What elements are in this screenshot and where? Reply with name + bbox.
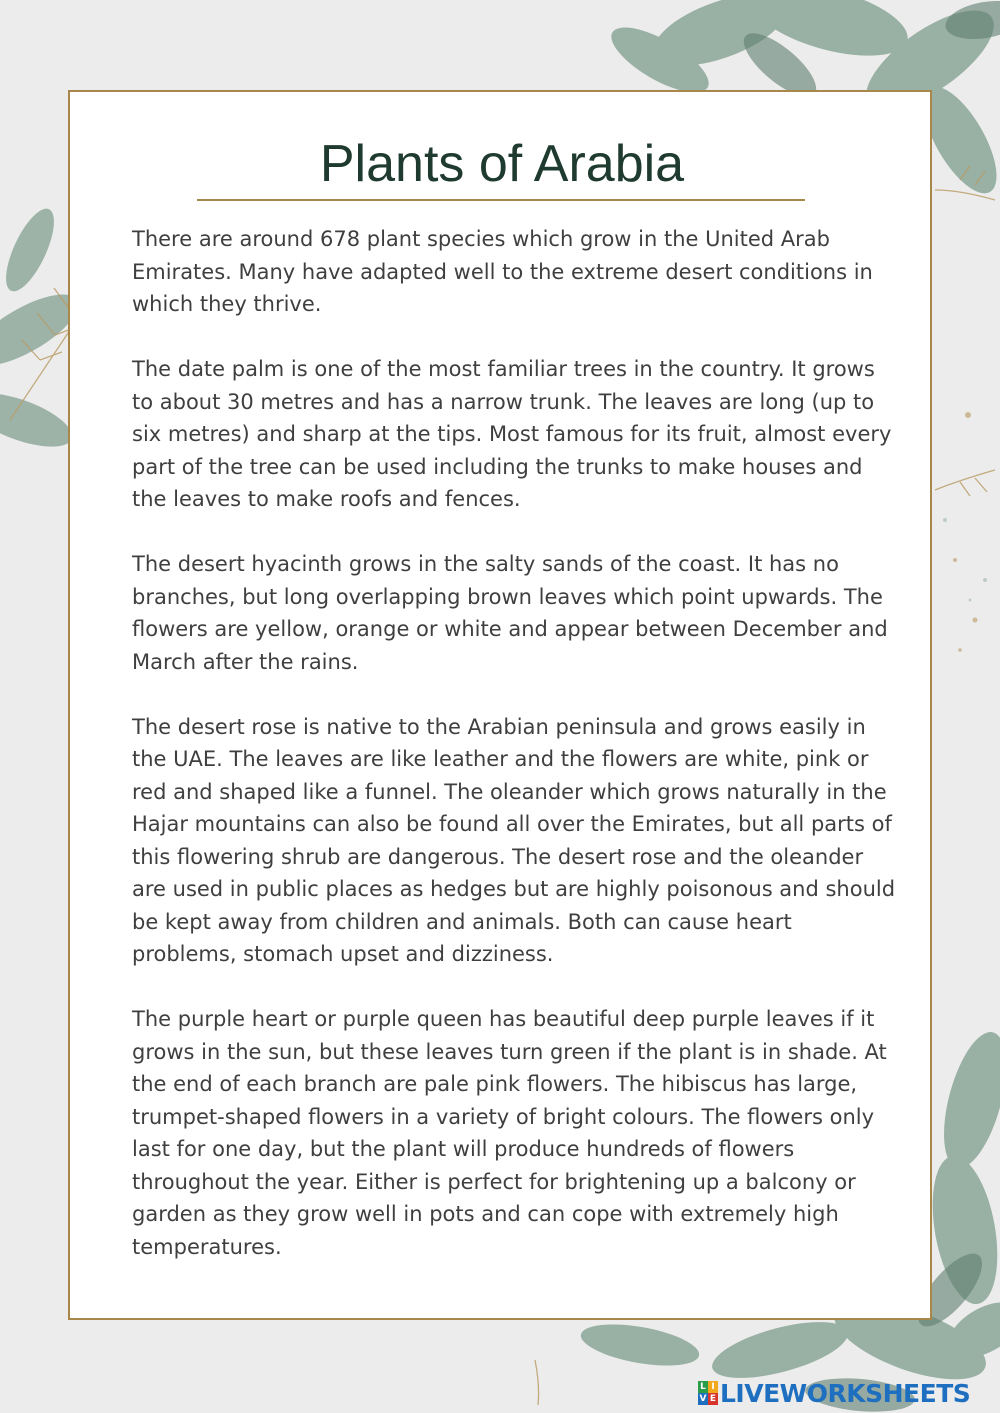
liveworksheets-logo-icon	[698, 1381, 718, 1405]
logo-mark-e: E	[709, 1394, 717, 1404]
paragraph-intro: There are around 678 plant species which grow in the United Arab Emirates. Many have adapted well to the extreme desert conditions in which they thrive.	[132, 227, 873, 316]
logo-mark-v: V	[699, 1394, 707, 1404]
title-underline	[197, 199, 805, 201]
logo-mark-i: I	[708, 1381, 718, 1393]
page-title: Plants of Arabia	[319, 135, 685, 193]
paragraph-desert-rose: The desert rose is native to the Arabian peninsula and grows easily in the UAE. The leaves are like leather and the flowers are white, pink or red and shaped like a funnel. The oleander which grows naturally in the Hajar mountains can also be found all over the Emirates, but all parts of this flowering shrub are dangerous. The desert rose and the oleander are used in public places as hedges but are highly poisonous and should be kept away from children and animals. Both can cause heart problems, stomach upset and dizziness.	[132, 714, 896, 966]
document-card	[68, 90, 932, 1320]
paragraph-purple-heart: The purple heart or purple queen has beautiful deep purple leaves if it grows in the sun, but these leaves turn green if the plant is in shade. At the end of each branch are pale pink flowers. The hibiscus has large, trumpet-shaped flowers in a variety of bright colours. The flowers only last for one day, but the plant will produce hundreds of flowers throughout the year. Either is perfect for brightening up a balcony or garden as they grow well in pots and can cope with extremely high temperatures.	[132, 1007, 887, 1259]
logo-mark-l: L	[698, 1381, 708, 1393]
paragraph-date-palm: The date palm is one of the most familiar trees in the country. It grows to about 30 metres and has a narrow trunk. The leaves are long (up to six metres) and sharp at the tips. Most famous for its fruit, almost every part of the tree can be used including the trunks to make houses and the leaves to make roofs and fences.	[132, 357, 892, 511]
paragraph-desert-hyacinth: The desert hyacinth grows in the salty sands of the coast. It has no branches, but long overlapping brown leaves which point upwards. The flowers are yellow, orange or white and appear between December and March after the rains.	[132, 552, 888, 674]
liveworksheets-logo	[698, 1378, 970, 1408]
document-body	[132, 223, 902, 1296]
liveworksheets-wordmark: LIVEWORKSHEETS	[720, 1378, 971, 1408]
